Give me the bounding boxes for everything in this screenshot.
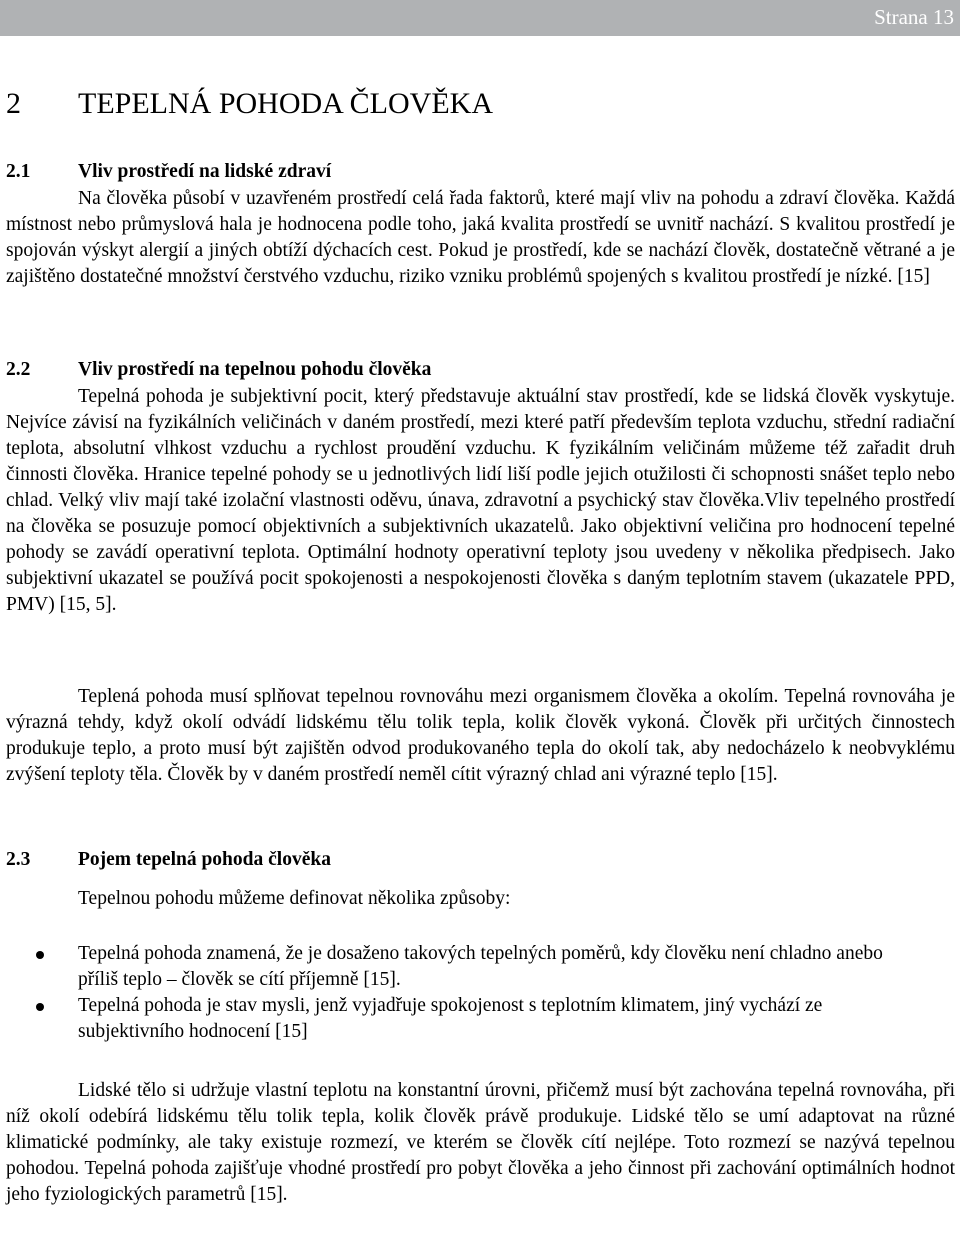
list-item — [6, 941, 955, 993]
section-title: Vliv prostředí na tepelnou pohodu člověka — [78, 359, 432, 380]
chapter-heading — [6, 86, 493, 122]
section-number: 2.1 — [6, 161, 31, 182]
list-item-text: Tepelná pohoda znamená, že je dosaženo takových tepelných poměrů, kdy člověku není chladno anebo příliš teplo – člověk se cítí příjemně [15]. — [78, 943, 883, 990]
chapter-title: TEPELNÁ POHODA ČLOVĚKA — [78, 87, 493, 120]
bullet-icon — [36, 951, 44, 959]
paragraph-2-2-2: Teplená pohoda musí splňovat tepelnou rovnováhu mezi organismem člověka a okolím. Tepelná rovnováha je výrazná tehdy, když okolí odvádí lidskému tělu tolik tepla, kolik člověk vykoná. Člověk při určitých činnostech produkuje teplo, a proto musí být zajištěn odvod produkovaného tepla do okolí tak, aby nedocházelo k neobvyklému zvýšení teploty těla. Člověk by v daném prostředí neměl cítit výrazný chlad ani výrazné teplo [15]. — [6, 686, 955, 785]
chapter-number: 2 — [6, 87, 21, 120]
section-heading-2-1 — [6, 160, 331, 184]
section-heading-2-3 — [6, 848, 331, 872]
section-heading-2-2 — [6, 358, 431, 382]
section-title: Vliv prostředí na lidské zdraví — [78, 161, 332, 182]
page-number: Strana 13 — [874, 5, 954, 29]
paragraph-2-2-1: Tepelná pohoda je subjektivní pocit, který představuje aktuální stav prostředí, kde se lidská člověk vyskytuje. Nejvíce závisí na fyzikálních veličinách v daném prostředí, mezi které patří především teplota vzduchu, střední radiační teplota, absolutní vlhkost vzduchu a rychlost proudění vzduchu. K fyzikálním veličinám můžeme též zařadit druh činnosti člověka. Hranice tepelné pohody se u jednotlivých lidí liší podle jejich otužilosti či schopnosti snášet teplo nebo chlad. Velký vliv mají také izolační vlastnosti oděvu, únava, zdravotní a psychický stav člověka.Vliv tepelného prostředí na člověka se posuzuje pomocí objektivních a subjektivních ukazatelů. Jako objektivní veličina pro hodnocení tepelné pohody se zavádí operativní teplota. Optimální hodnoty operativní teploty jsou uvedeny v několika předpisech. Jako subjektivní ukazatel se používá pocit spokojenosti a nespokojenosti člověka s daným teplotním stavem (ukazatele PPD, PMV) [15, 5]. — [6, 386, 955, 615]
paragraph-2-1-1: Na člověka působí v uzavřeném prostředí celá řada faktorů, které mají vliv na pohodu a zdraví člověka. Každá místnost nebo průmyslová hala je hodnocena podle toho, jaká kvalita prostředí se uvnitř nachází. S kvalitou prostředí je spojován výskyt alergií a jiných obtíží dýchacích cest. Pokud je prostředí, kde se nachází člověk, dostatečně větrané a je zajištěno dostatečné množství čerstvého vzduchu, riziko vzniku problémů spojených s kvalitou prostředí je nízké. [15] — [6, 188, 955, 287]
list-item-text: Tepelná pohoda je stav mysli, jenž vyjadřuje spokojenost s teplotním klimatem, jiný vychází ze subjektivního hodnocení [15] — [78, 995, 823, 1042]
paragraph-2-3-intro: Tepelnou pohodu můžeme definovat několika způsoby: — [78, 888, 511, 909]
page-header-bar — [0, 0, 960, 36]
bullet-icon — [36, 1003, 44, 1011]
list-item — [6, 993, 955, 1045]
section-number: 2.3 — [6, 849, 31, 870]
section-number: 2.2 — [6, 359, 31, 380]
paragraph-2-3-closing: Lidské tělo si udržuje vlastní teplotu na konstantní úrovni, přičemž musí být zachována tepelná rovnováha, při níž okolí odebírá lidskému tělu tolik tepla, kolik člověk právě produkuje. Lidské tělo se umí adaptovat na různé klimatické podmínky, ale taky existuje rozmezí, ve kterém se člověk cítí nejlépe. Toto rozmezí se nazývá tepelnou pohodou. Tepelná pohoda zajišťuje vhodné prostředí pro pobyt člověka a jeho činnost při zachování optimálních hodnot jeho fyziologických parametrů [15]. — [6, 1080, 955, 1205]
definition-list — [6, 941, 955, 1045]
section-title: Pojem tepelná pohoda člověka — [78, 849, 331, 870]
